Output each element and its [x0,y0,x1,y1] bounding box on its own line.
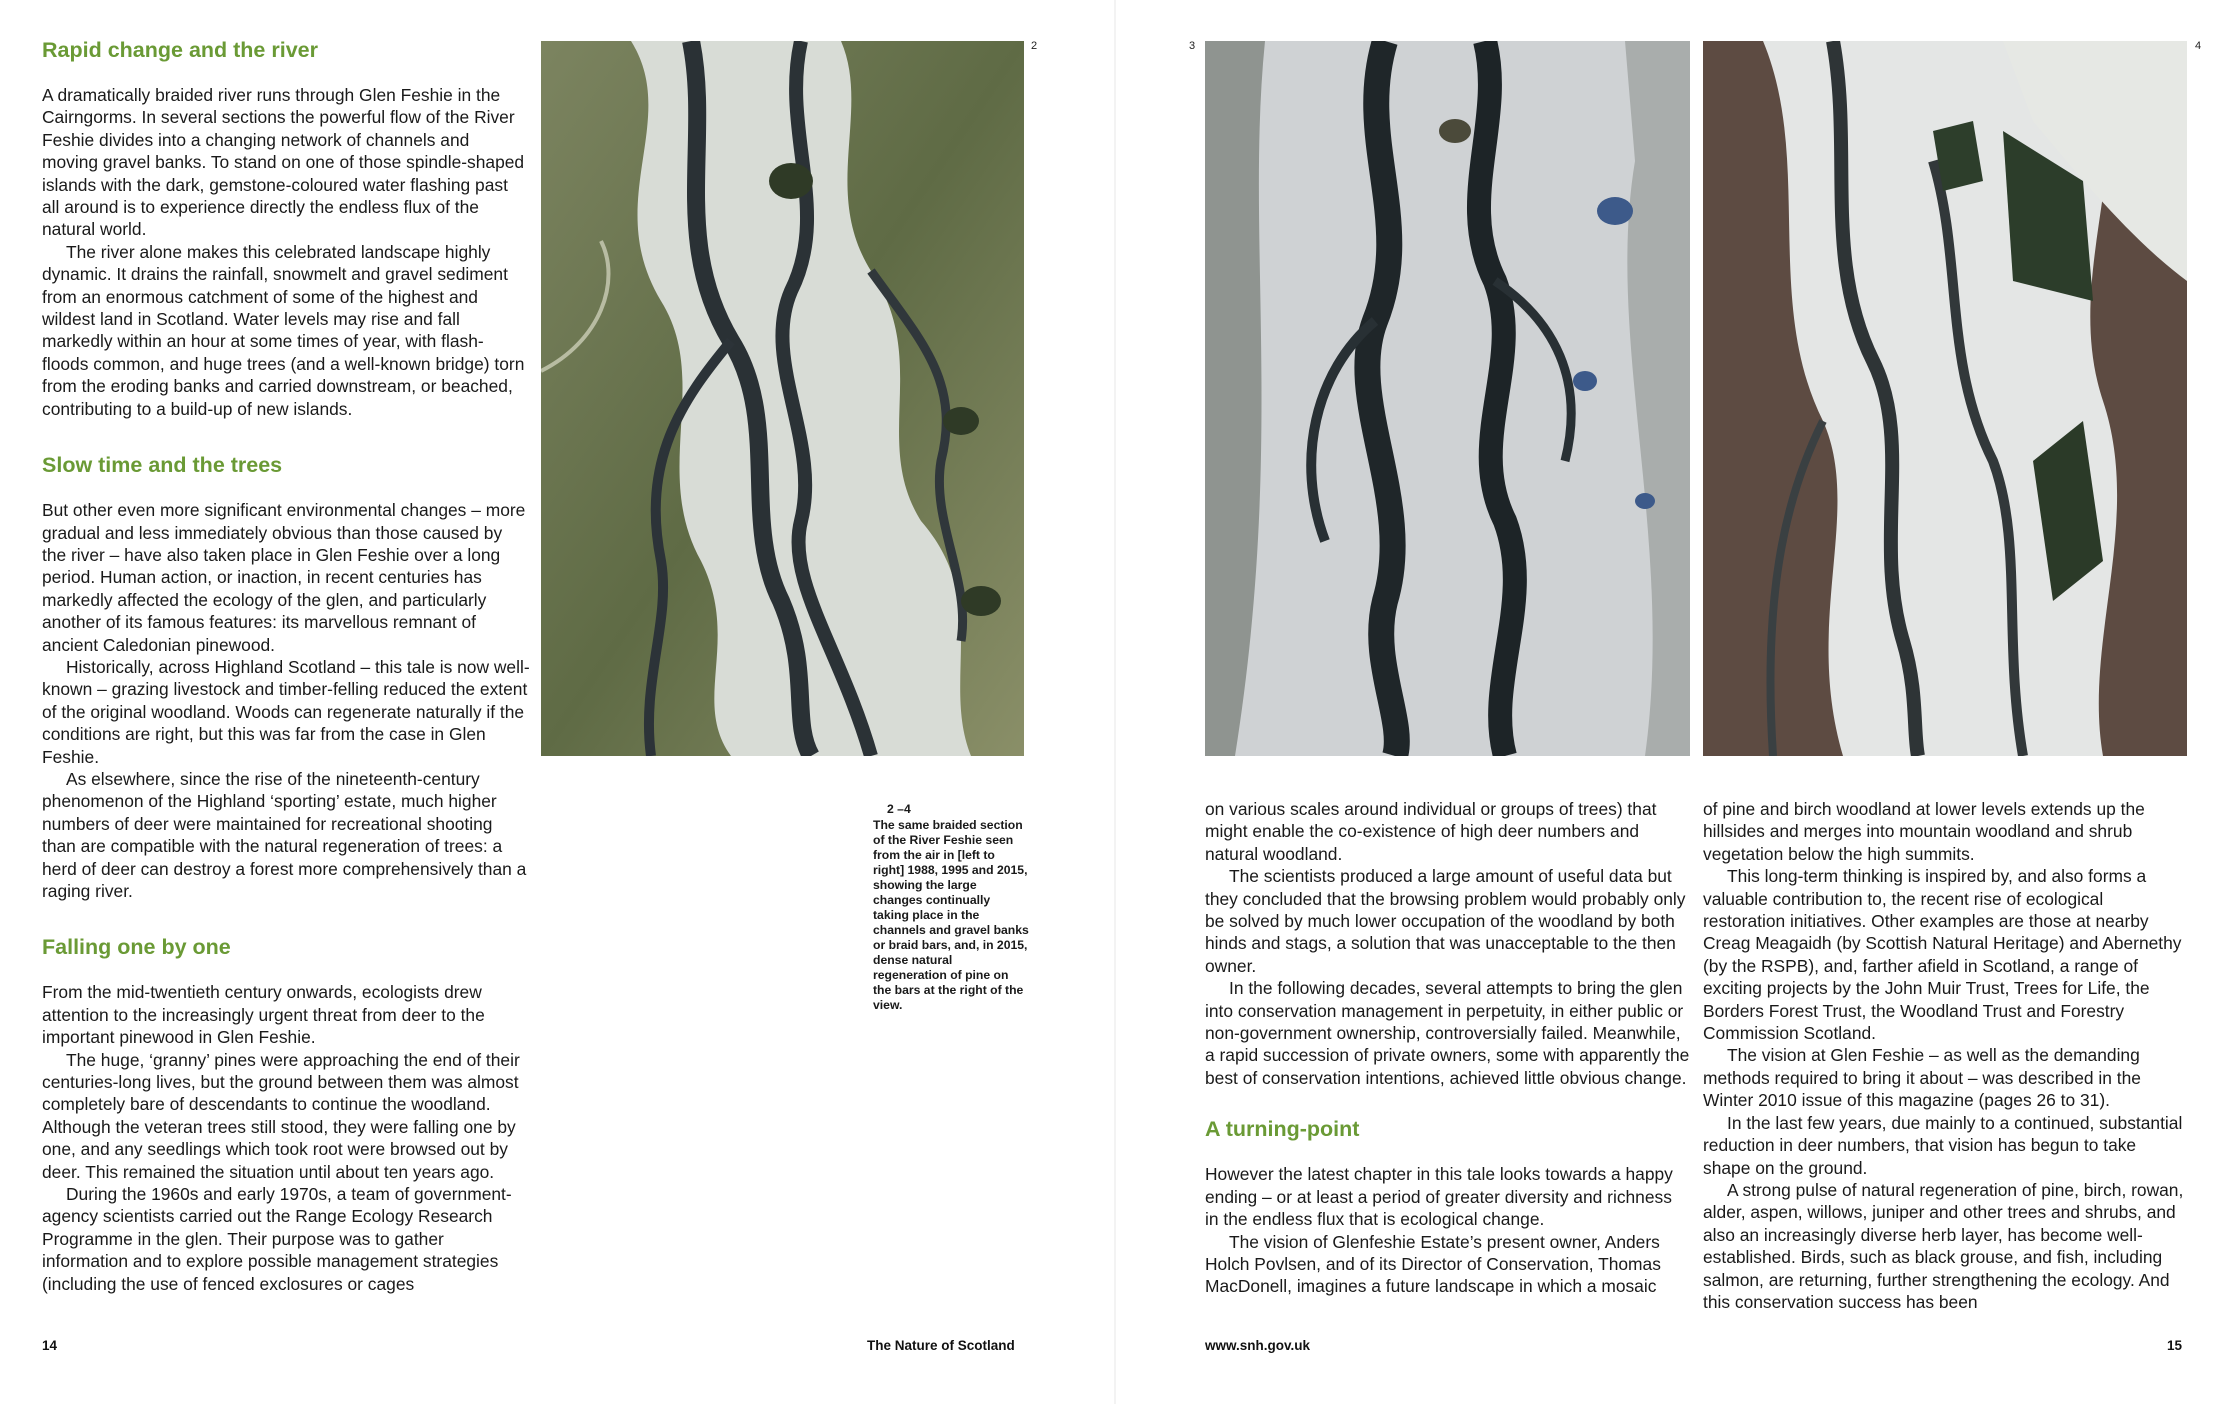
aerial-photo-1988-image [541,41,1024,756]
body-paragraph: The huge, ‘granny’ pines were approaching the end of their centuries-long lives, but the ground between them was almost completely bare of descendants to continue the woodland. Although the veteran trees still stood, they were falling one by one, and any seedlings which took root were browsed out by deer. This remained the situation until about ten years ago. [42,1049,520,1182]
body-paragraph: of pine and birch woodland at lower levels extends up the hillsides and merges into mountain woodland and shrub vegetation below the high summits. [1703,799,2145,864]
body-paragraph: The vision at Glen Feshie – as well as the demanding methods required to bring it about – was described in the Winter 2010 issue of this magazine (pages 26 to 31). [1703,1045,2141,1111]
body-paragraph: This long-term thinking is inspired by, and also forms a valuable contribution to, the recent rise of ecological restoration initiatives. Other examples are those at nearby Creag Meagaidh (by Scottish Natural Heritage) and Abernethy (by the RSPB), and, farther afield in Scotland, a range of exciting projects by the John Muir Trust, Trees for Life, the Borders Forest Trust, the Woodland Trust and Forestry Commission Scotland. [1703,866,2182,1044]
body-paragraph: However the latest chapter in this tale looks towards a happy ending – or at least a period of greater diversity and richness in the endless flux that is ecological change. [1205,1164,1673,1230]
body-paragraph: During the 1960s and early 1970s, a team of government-agency scientists carried out the Range Ecology Research Programme in the glen. Their purpose was to gather information and to explore possible management strategies (including the use of fenced exclosures or cages [42,1184,512,1294]
page-number-right: 15 [2167,1338,2183,1353]
body-paragraph: But other even more significant environmental changes – more gradual and less immediately obvious than those caused by the river – have also taken place in Glen Feshie over a long period. Human action, or inaction, in recent centuries has markedly affected the ecology of the glen, and particularly another of its famous features: its marvellous remnant of ancient Caledonian pinewood. [42,500,526,655]
aerial-photo-1995-image [1205,41,1690,756]
page-gutter [1114,0,1116,1404]
body-paragraph: In the last few years, due mainly to a continued, substantial reduction in deer numbers, that vision has begun to take shape on the ground. [1703,1112,2183,1178]
aerial-photo-1995 [1205,41,1690,756]
left-text-column [42,34,530,1295]
section-heading-rapid-change: Rapid change and the river [42,38,318,62]
body-paragraph: The vision of Glenfeshie Estate’s present owner, Anders Holch Povlsen, and of its Director of Conservation, Thomas MacDonell, imagines a future landscape in which a mosaic [1205,1231,1661,1297]
body-paragraph: The river alone makes this celebrated landscape highly dynamic. It drains the rainfall, snowmelt and gravel sediment from an enormous catchment of some of the highest and wildest land in Scotland. Water levels may rise and fall markedly within an hour at some times of year, with flash-floods common, and huge trees (and a well-known bridge) torn from the eroding banks and carried downstream, or beached, contributing to a build-up of new islands. [42,241,525,419]
figure-number-4: 4 [2195,40,2202,52]
body-paragraph: The scientists produced a large amount of useful data but they concluded that the browsing problem would probably only be solved by much lower occupation of the woodland by both hinds and stags, a solution that was unacceptable to the then owner. [1205,866,1686,976]
right-text-column-2 [1703,798,2187,1313]
footer-url[interactable]: www.snh.gov.uk [1205,1338,1311,1353]
page-number-left: 14 [42,1338,58,1353]
body-paragraph: In the following decades, several attempts to bring the glen into conservation management in perpetuity, in either public or non-government ownership, controversially failed. Meanwhile, a rapid succession of private owners, some with apparently the best of conservation intentions, achieved little obvious change. [1205,978,1690,1088]
section-heading-falling: Falling one by one [42,935,231,960]
body-paragraph: A strong pulse of natural regeneration of pine, birch, rowan, alder, aspen, willows, juniper and other trees and shrubs, and also an increasingly diverse herb layer, has become well-established. Birds, such as black grouse, and fish, including salmon, are returning, further strengthening the ecology. And this conservation success has been [1703,1179,2184,1312]
caption-number: 2 –4 [887,802,911,816]
figure-number-2: 2 [1031,40,1038,52]
aerial-photo-1988 [541,41,1024,756]
aerial-photo-2015 [1703,41,2187,756]
body-paragraph: From the mid-twentieth century onwards, ecologists drew attention to the increasingly urgent threat from deer to the important pinewood in Glen Feshie. [42,982,485,1048]
section-heading-slow-time: Slow time and the trees [42,453,283,478]
footer-magazine-title: The Nature of Scotland [867,1338,1015,1353]
aerial-photo-2015-image [1703,41,2187,756]
figure-number-3: 3 [1189,40,1196,52]
figure-caption [873,802,1029,1013]
body-paragraph: on various scales around individual or groups of trees) that might enable the co-existence of high deer numbers and natural woodland. [1205,799,1657,864]
body-paragraph: A dramatically braided river runs through Glen Feshie in the Cairngorms. In several sections the powerful flow of the River Feshie divides into a changing network of channels and moving gravel banks. To stand on one of those spindle-shaped islands with the dark, gemstone-coloured water flashing past all around is to experience directly the endless flux of the natural world. [42,85,525,240]
caption-text: The same braided section of the River Feshie seen from the air in [left to right] 1988, 1995 and 2015, showing the large changes continually taking place in the channels and gravel banks or braid bars, and, in 2015, dense natural regeneration of pine on the bars at the right of the view. [873,818,1029,1012]
section-heading-turning-point: A turning-point [1205,1117,1360,1142]
body-paragraph: Historically, across Highland Scotland – this tale is now well-known – grazing livestock and timber-felling reduced the extent of the original woodland. Woods can regenerate naturally if the conditions are right, but this was far from the case in Glen Feshie. [42,656,530,767]
right-text-column-1 [1205,798,1690,1298]
body-paragraph: As elsewhere, since the rise of the nineteenth-century phenomenon of the Highland ‘sporting’ estate, much higher numbers of deer were maintained for recreational shooting than are compatible with the natural regeneration of trees: a herd of deer can destroy a forest more comprehensively than a raging river. [42,768,527,901]
